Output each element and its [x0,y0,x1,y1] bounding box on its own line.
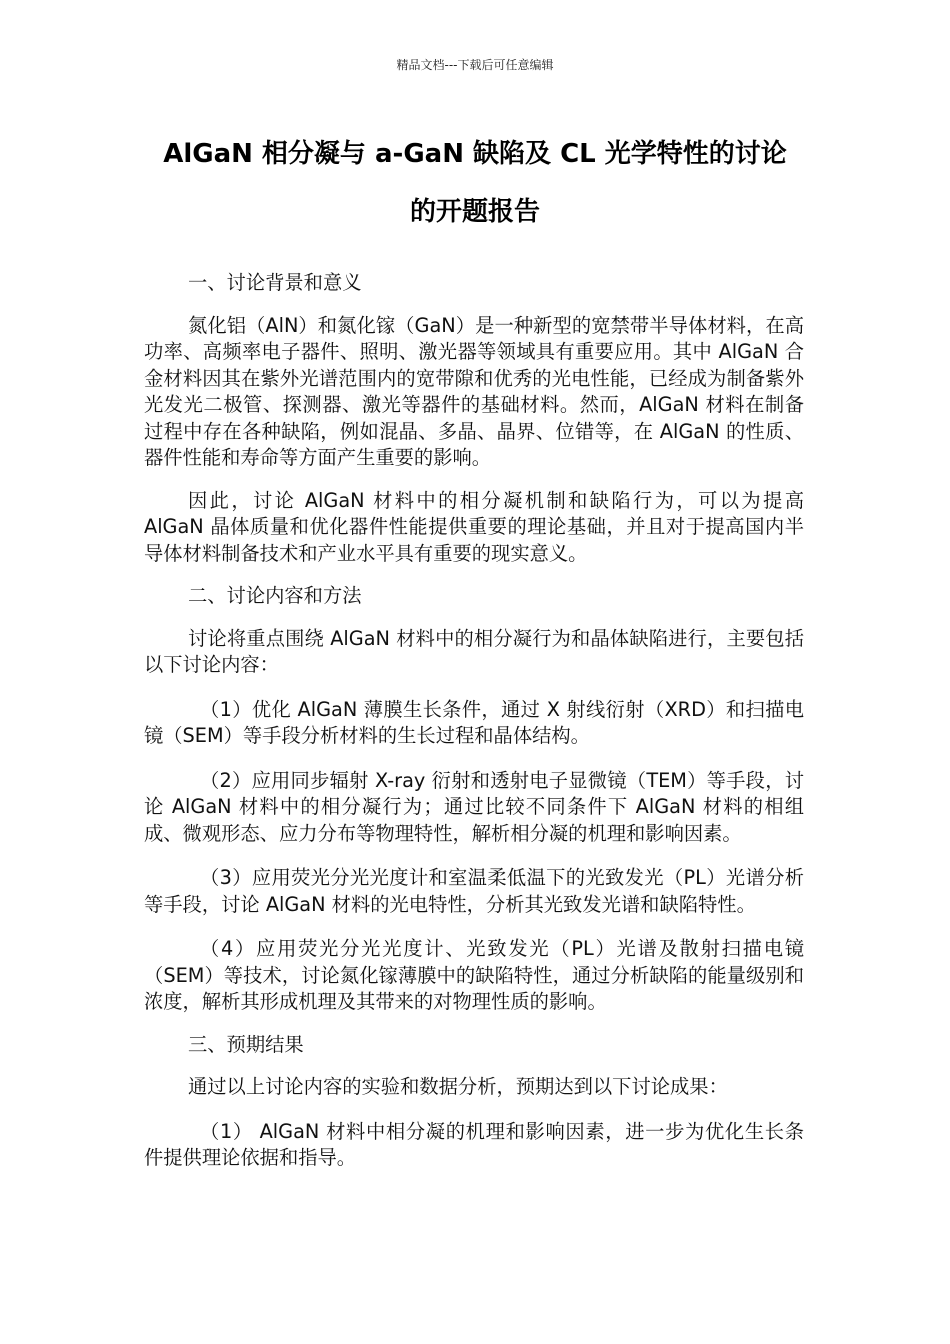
document-body [144,270,804,1172]
list-item-content-2: （2）应用同步辐射 X-ray 衍射和透射电子显微镜（TEM）等手段，讨论 AlGaN 材料中的相分凝行为；通过比较不同条件下 AlGaN 材料的相组成、微观形态、应力分布等物理特性，解析相分凝的机理和影响因素。 [144,768,804,845]
list-item-content-3: （3）应用荧光分光光度计和室温柔低温下的光致发光（PL）光谱分析等手段，讨论 AlGaN 材料的光电特性，分析其光致发光谱和缺陷特性。 [144,866,804,916]
header-note: 精品文档---下载后可任意编辑 [396,58,554,72]
paragraph-content-intro: 讨论将重点围绕 AlGaN 材料中的相分凝行为和晶体缺陷进行，主要包括以下讨论内容： [144,626,804,676]
section-heading-expected-results: 三、预期结果 [188,1032,304,1056]
section-heading-background: 一、讨论背景和意义 [188,271,362,294]
document-title-line-2: 的开题报告 [409,197,540,227]
section-heading-content-method: 二、讨论内容和方法 [188,584,362,607]
list-item-content-4: （4）应用荧光分光光度计、光致发光（PL）光谱及散射扫描电镜（SEM）等技术，讨论氮化镓薄膜中的缺陷特性，通过分析缺陷的能量级别和浓度，解析其形成机理及其带来的对物理性质的影响。 [144,937,804,1013]
list-item-content-1: （1）优化 AlGaN 薄膜生长条件，通过 X 射线衍射（XRD）和扫描电镜（SEM）等手段分析材料的生长过程和晶体结构。 [144,697,804,747]
list-item-results-1: （1） AlGaN 材料中相分凝的机理和影响因素，进一步为优化生长条件提供理论依据和指导。 [144,1119,804,1169]
document-title-line-1: AlGaN 相分凝与 a-GaN 缺陷及 CL 光学特性的讨论 [163,139,787,169]
paragraph-results-intro: 通过以上讨论内容的实验和数据分析，预期达到以下讨论成果： [188,1075,728,1098]
paragraph-background-1: 氮化铝（AlN）和氮化镓（GaN）是一种新型的宽禁带半导体材料，在高功率、高频率电子器件、照明、激光器等领域具有重要应用。其中 AlGaN 合金材料因其在紫外光谱范围内的宽带隙和优秀的光电性能，已经成为制备紫外光发光二极管、探测器、激光等器件的基础材料。然而，AlGaN 材料在制备过程中存在各种缺陷，例如混晶、多晶、晶界、位错等，在 AlGaN 的性质、器件性能和寿命等方面产生重要的影响。 [144,313,804,469]
paragraph-background-2: 因此，讨论 AlGaN 材料中的相分凝机制和缺陷行为，可以为提高 AlGaN 晶体质量和优化器件性能提供重要的理论基础，并且对于提高国内半导体材料制备技术和产业水平具有重要的现实意义。 [144,488,804,565]
